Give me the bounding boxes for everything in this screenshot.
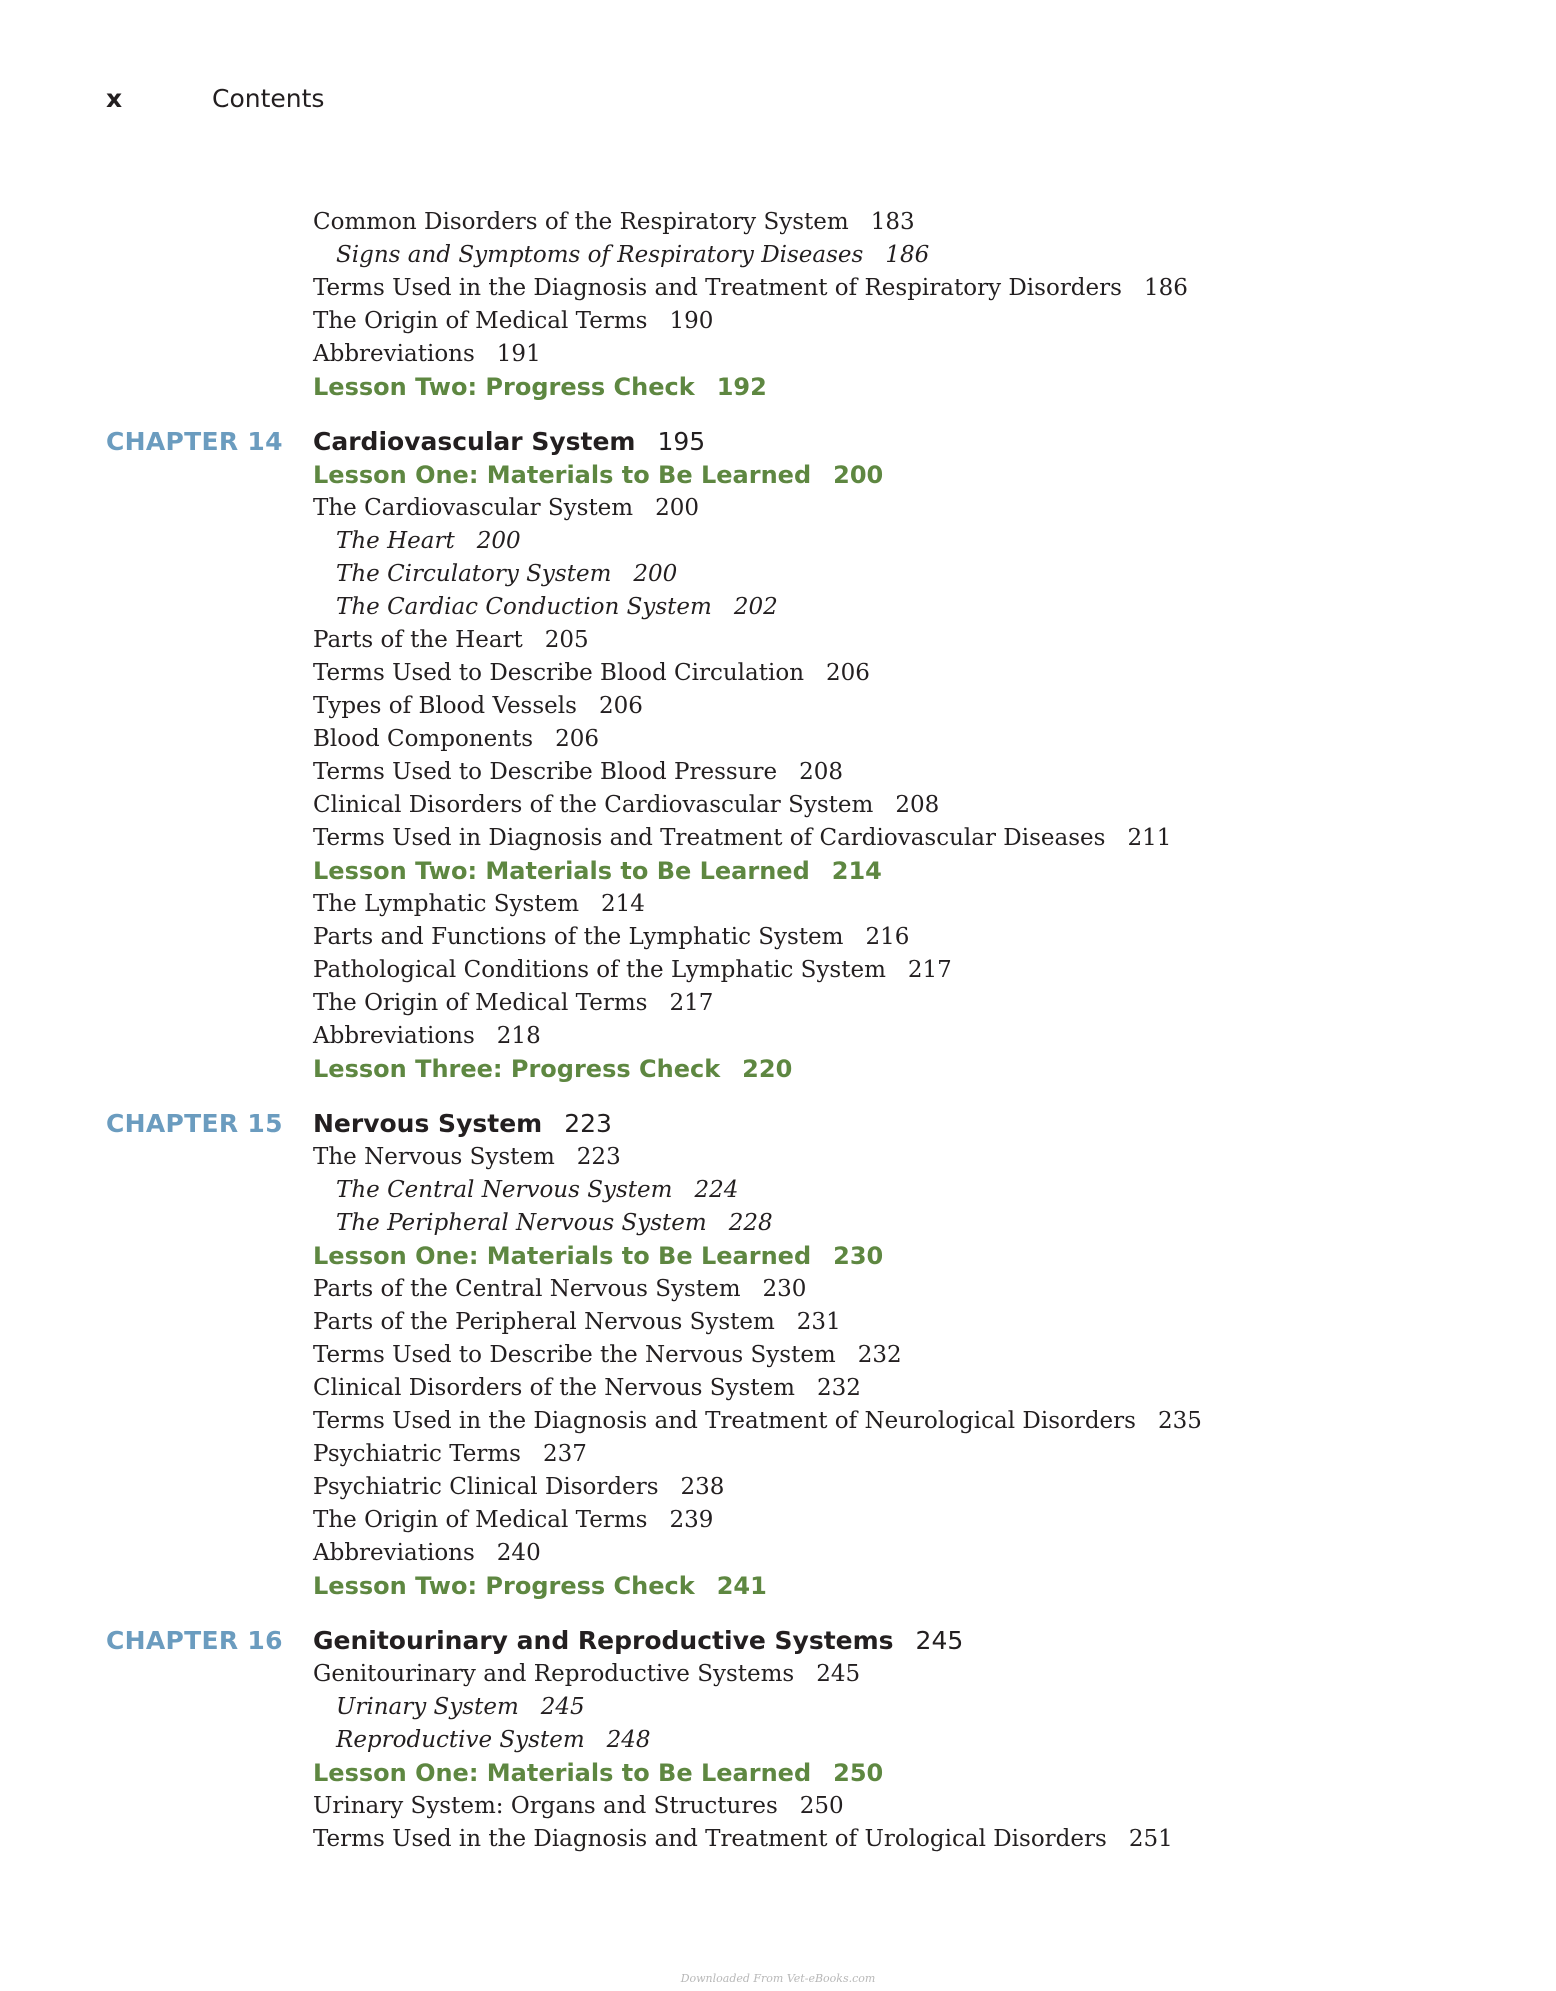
page-number: 223 <box>576 1144 621 1170</box>
page-number: 251 <box>1128 1826 1173 1852</box>
page-number: 183 <box>870 209 915 235</box>
page-number: 238 <box>680 1474 725 1500</box>
toc-entry <box>0 492 1556 525</box>
entry-title: The Heart <box>336 528 455 554</box>
page-number: 240 <box>496 1540 541 1566</box>
entry-title: Parts and Functions of the Lymphatic System <box>313 924 844 950</box>
entry-title: Lesson Two: Progress Check <box>313 1572 695 1600</box>
toc-entry <box>0 1823 1556 1856</box>
entry-title: Terms Used in Diagnosis and Treatment of Cardiovascular Diseases <box>313 825 1106 851</box>
page-number: 206 <box>555 726 600 752</box>
page-number: 214 <box>601 891 645 917</box>
entry-title: Lesson One: Materials to Be Learned <box>313 1759 812 1787</box>
entry-title: The Cardiac Conduction System <box>336 594 712 620</box>
lesson-heading <box>0 371 1556 404</box>
chapter-label: CHAPTER 15 <box>106 1109 283 1138</box>
entry-title: Abbreviations <box>313 341 475 367</box>
page-number: 248 <box>606 1727 651 1753</box>
entry-title: Lesson Three: Progress Check <box>313 1055 721 1083</box>
page-number: 217 <box>669 990 714 1016</box>
entry-title: The Origin of Medical Terms <box>313 308 648 334</box>
entry-title: Common Disorders of the Respiratory System <box>313 209 849 235</box>
chapter-heading <box>0 1107 1556 1141</box>
page-number: 192 <box>716 373 767 401</box>
entry-title: Terms Used to Describe Blood Circulation <box>313 660 805 686</box>
toc-entry <box>0 1306 1556 1339</box>
page-number: 250 <box>799 1793 844 1819</box>
lesson-heading <box>0 1570 1556 1603</box>
page-number: 208 <box>895 792 940 818</box>
page-number: 208 <box>799 759 844 785</box>
entry-title: Terms Used in the Diagnosis and Treatment of Neurological Disorders <box>313 1408 1136 1434</box>
toc-entry <box>0 822 1556 855</box>
running-head <box>106 84 324 113</box>
page-number: 218 <box>496 1023 541 1049</box>
entry-title: Terms Used to Describe the Nervous System <box>313 1342 836 1368</box>
entry-title: Genitourinary and Reproductive Systems <box>313 1661 795 1687</box>
page-number: 245 <box>540 1694 585 1720</box>
chapter-label: CHAPTER 14 <box>106 427 283 456</box>
toc-subentry <box>0 591 1556 624</box>
toc-entries <box>0 206 1556 1856</box>
toc-subentry <box>0 558 1556 591</box>
toc-entry <box>0 987 1556 1020</box>
page-number: 224 <box>694 1177 739 1203</box>
toc-entry <box>0 921 1556 954</box>
toc-subentry <box>0 1174 1556 1207</box>
toc-entry <box>0 690 1556 723</box>
toc-entry <box>0 338 1556 371</box>
chapter-heading <box>0 1624 1556 1658</box>
page-number: 220 <box>742 1055 793 1083</box>
page-number: 235 <box>1157 1408 1202 1434</box>
entry-title: Cardiovascular System <box>313 427 636 456</box>
page-number: 237 <box>542 1441 587 1467</box>
page-number: 214 <box>831 857 882 885</box>
entry-title: Abbreviations <box>313 1023 475 1049</box>
toc-entry <box>0 1141 1556 1174</box>
entry-title: The Cardiovascular System <box>313 495 634 521</box>
page-number: 190 <box>669 308 714 334</box>
entry-title: Parts of the Peripheral Nervous System <box>313 1309 775 1335</box>
toc-entry <box>0 1537 1556 1570</box>
entry-title: Abbreviations <box>313 1540 475 1566</box>
lesson-heading <box>0 1053 1556 1086</box>
toc-subentry <box>0 239 1556 272</box>
entry-title: Urinary System: Organs and Structures <box>313 1793 778 1819</box>
entry-title: Nervous System <box>313 1109 543 1138</box>
toc-entry <box>0 206 1556 239</box>
toc-entry <box>0 756 1556 789</box>
toc-entry <box>0 1471 1556 1504</box>
toc-entry <box>0 1339 1556 1372</box>
page-number: 202 <box>733 594 778 620</box>
toc-subentry <box>0 1207 1556 1240</box>
page-number: 241 <box>716 1572 767 1600</box>
page-number: 250 <box>833 1759 884 1787</box>
entry-title: Terms Used in the Diagnosis and Treatment of Urological Disorders <box>313 1826 1107 1852</box>
page-number: 206 <box>826 660 870 686</box>
page-number: 230 <box>762 1276 807 1302</box>
page-number: 228 <box>728 1210 773 1236</box>
toc-entry <box>0 657 1556 690</box>
toc-subentry <box>0 525 1556 558</box>
page-number: 191 <box>496 341 541 367</box>
entry-title: The Peripheral Nervous System <box>336 1210 707 1236</box>
toc-entry <box>0 888 1556 921</box>
lesson-heading <box>0 1757 1556 1790</box>
entry-title: Lesson One: Materials to Be Learned <box>313 1242 812 1270</box>
toc-entry <box>0 789 1556 822</box>
page-number: 195 <box>657 427 706 456</box>
entry-title: Urinary System <box>336 1694 519 1720</box>
entry-title: Signs and Symptoms of Respiratory Diseases <box>336 242 864 268</box>
toc-entry <box>0 305 1556 338</box>
entry-title: Reproductive System <box>336 1727 585 1753</box>
toc-entry <box>0 1273 1556 1306</box>
entry-title: Blood Components <box>313 726 534 752</box>
page-number: 223 <box>564 1109 612 1138</box>
page-number: 245 <box>915 1626 964 1655</box>
toc-entry <box>0 1658 1556 1691</box>
page-number: 232 <box>857 1342 902 1368</box>
page-number: 200 <box>833 461 884 489</box>
toc-entry <box>0 624 1556 657</box>
page-number: 232 <box>817 1375 861 1401</box>
watermark-footer: Downloaded From Vet-eBooks.com <box>680 1972 876 1985</box>
entry-title: Pathological Conditions of the Lymphatic System <box>313 957 886 983</box>
page-number: 200 <box>655 495 700 521</box>
page-number: 200 <box>476 528 521 554</box>
entry-title: Lesson One: Materials to Be Learned <box>313 461 812 489</box>
entry-title: The Lymphatic System <box>313 891 580 917</box>
entry-title: Lesson Two: Progress Check <box>313 373 695 401</box>
entry-title: Psychiatric Clinical Disorders <box>313 1474 659 1500</box>
entry-title: The Origin of Medical Terms <box>313 1507 648 1533</box>
entry-title: Terms Used in the Diagnosis and Treatment of Respiratory Disorders <box>313 275 1122 301</box>
entry-title: Parts of the Central Nervous System <box>313 1276 741 1302</box>
page-number: 200 <box>633 561 678 587</box>
entry-title: The Circulatory System <box>336 561 612 587</box>
entry-title: The Nervous System <box>313 1144 555 1170</box>
page-number: 217 <box>907 957 952 983</box>
entry-title: Psychiatric Terms <box>313 1441 521 1467</box>
toc-entry <box>0 1372 1556 1405</box>
toc-entry <box>0 1020 1556 1053</box>
toc-entry <box>0 954 1556 987</box>
page-number: 239 <box>669 1507 714 1533</box>
entry-title: Terms Used to Describe Blood Pressure <box>313 759 778 785</box>
page-number: 205 <box>544 627 589 653</box>
page-number: 186 <box>885 242 930 268</box>
entry-title: The Origin of Medical Terms <box>313 990 648 1016</box>
page-number: 206 <box>598 693 643 719</box>
toc-entry <box>0 1405 1556 1438</box>
lesson-heading <box>0 855 1556 888</box>
lesson-heading <box>0 459 1556 492</box>
entry-title: Types of Blood Vessels <box>313 693 577 719</box>
chapter-heading <box>0 425 1556 459</box>
page-number: 245 <box>816 1661 861 1687</box>
lesson-heading <box>0 1240 1556 1273</box>
toc-entry <box>0 723 1556 756</box>
chapter-label: CHAPTER 16 <box>106 1626 283 1655</box>
entry-title: Clinical Disorders of the Cardiovascular System <box>313 792 874 818</box>
running-title: Contents <box>212 84 325 113</box>
entry-title: The Central Nervous System <box>336 1177 673 1203</box>
page-number: 230 <box>833 1242 884 1270</box>
entry-title: Genitourinary and Reproductive Systems <box>313 1626 894 1655</box>
page-number: 211 <box>1127 825 1172 851</box>
toc-entry <box>0 1790 1556 1823</box>
entry-title: Clinical Disorders of the Nervous System <box>313 1375 795 1401</box>
toc-subentry <box>0 1724 1556 1757</box>
toc-entry <box>0 272 1556 305</box>
toc-entry <box>0 1438 1556 1471</box>
page-folio: x <box>106 84 123 113</box>
page-number: 186 <box>1143 275 1188 301</box>
page-number: 216 <box>865 924 910 950</box>
entry-title: Lesson Two: Materials to Be Learned <box>313 857 810 885</box>
entry-title: Parts of the Heart <box>313 627 523 653</box>
toc-entry <box>0 1504 1556 1537</box>
page-number: 231 <box>796 1309 841 1335</box>
toc-subentry <box>0 1691 1556 1724</box>
